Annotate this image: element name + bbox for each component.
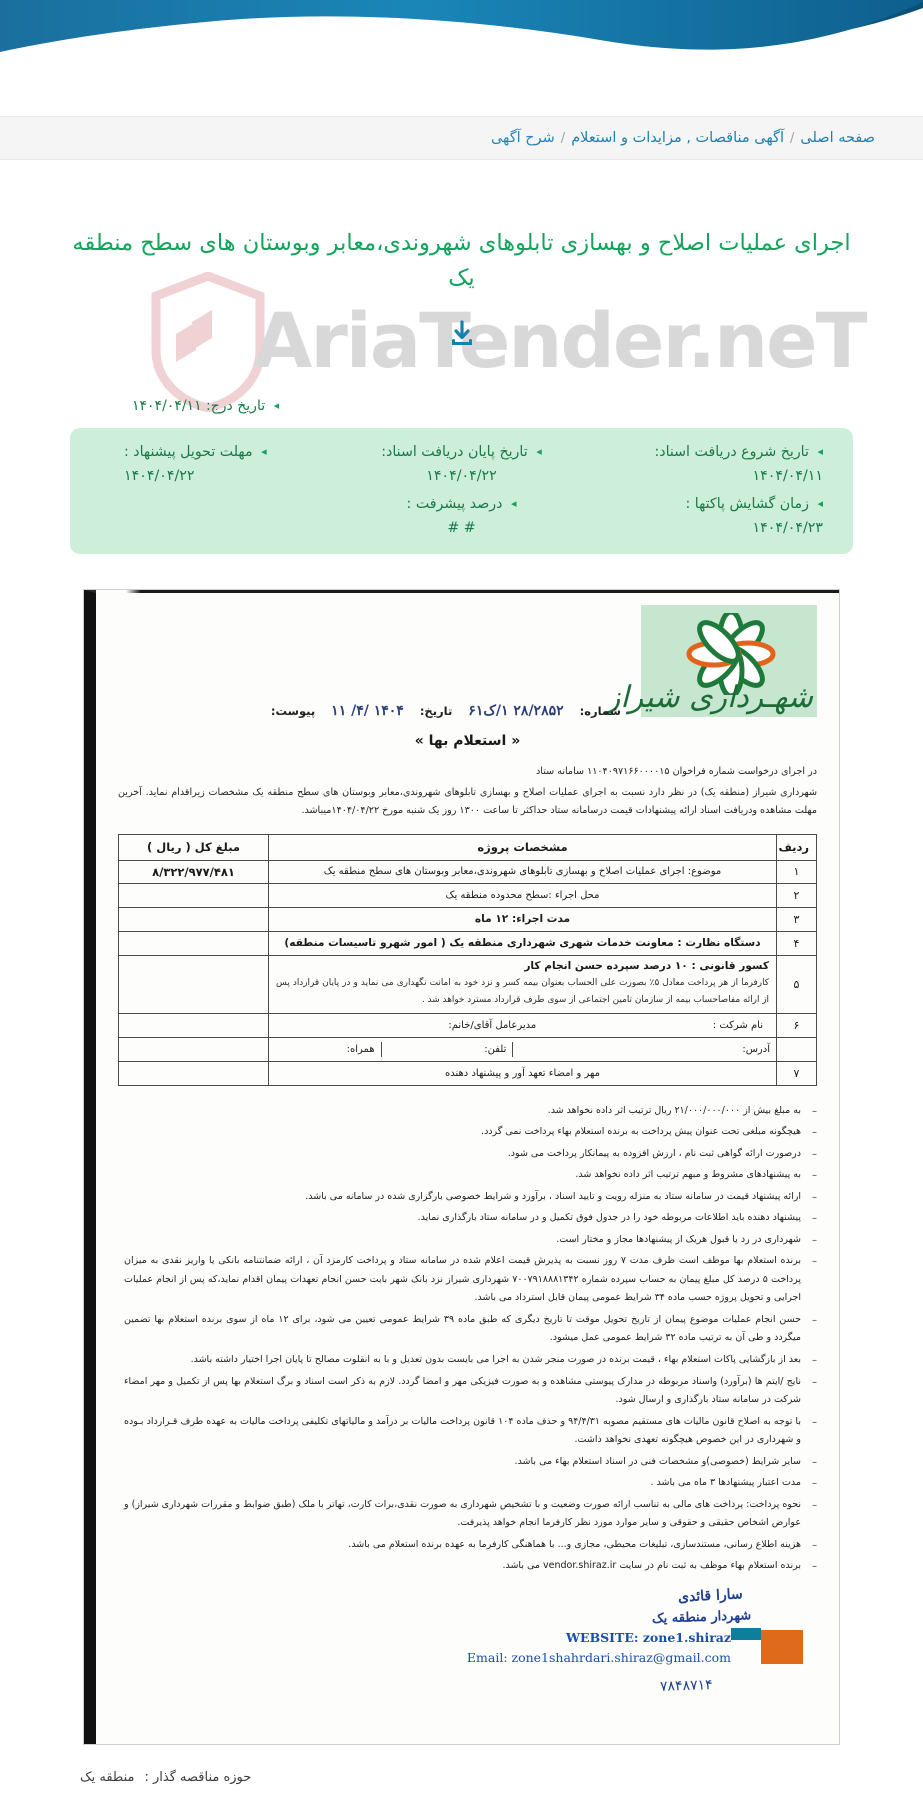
list-item: – برنده استعلام بهاء موظف به ثبت نام در سایت vendor.shiraz.ir می باشد. bbox=[124, 1557, 817, 1576]
row-index: ۷ bbox=[777, 1061, 817, 1085]
list-item: – نحوه پرداخت: پرداخت های مالی به تناسب ارائه صورت وضعیت و با تشخیص شهرداری به صورت نقدی،برات کارت، تهاتر با ملک (طبق ضوابط و مقررات شهرداری شیراز) و عوارض اشخاص حقیقی و حقوقی و سایر موارد مورد نظر کارفرما انجام خواهد پذیرفت. bbox=[124, 1496, 817, 1533]
row-spec: مهر و امضاء تعهد آور و پیشنهاد دهنده bbox=[269, 1061, 777, 1085]
list-item: – سایر شرایط (خصوصی)و مشخصات فنی در اسناد استعلام بهاء می باشد. bbox=[124, 1453, 817, 1472]
letterhead bbox=[118, 603, 817, 723]
row-index: ۲ bbox=[777, 883, 817, 907]
list-item: – به پیشنهادهای مشروط و مبهم ترتیب اثر داده نخواهد شد. bbox=[124, 1166, 817, 1185]
doc-start-field bbox=[584, 444, 829, 484]
row-index bbox=[777, 1037, 817, 1061]
contact-email: Email: zone1shahrdari.shiraz@gmail.com bbox=[466, 1649, 731, 1665]
tender-dates-box bbox=[70, 428, 853, 554]
progress-label: درصد پیشرفت : bbox=[406, 495, 503, 512]
table-row bbox=[119, 1037, 817, 1061]
doc-number-value: ۲۸/۲۸۵۲ ۱/ک۶۱ bbox=[468, 702, 564, 719]
breadcrumb-current: شرح آگهی bbox=[490, 130, 555, 146]
envelope-open-value: ۱۴۰۴/۰۴/۲۳ bbox=[752, 519, 823, 536]
row-spec-title: کسور قانونی : ۱۰ درصد سپرده حسن انجام کار bbox=[524, 959, 769, 972]
shiraz-municipality-logo bbox=[605, 605, 817, 717]
offer-deadline-field bbox=[94, 444, 339, 484]
signature-name: سارا قائدی bbox=[677, 1585, 744, 1606]
contact-website: WEBSITE: zone1.shiraz bbox=[566, 1629, 731, 1645]
row-index: ۴ bbox=[777, 931, 817, 955]
table-row bbox=[119, 955, 817, 1013]
row-index: ۱ bbox=[777, 860, 817, 883]
table-row bbox=[119, 883, 817, 907]
row-total bbox=[119, 1061, 269, 1085]
list-item: – درصورت ارائه گواهی ثبت نام ، ارزش افزوده به پیمانکار پرداخت می شود. bbox=[124, 1145, 817, 1164]
doc-end-value: ۱۴۰۴/۰۴/۲۲ bbox=[426, 467, 497, 484]
intro-line-2: شهرداری شیراز (منطقه یک) در نظر دارد نسبت به اجرای عملیات اصلاح و بهسازی تابلوهای شهروندی،معابر وبوستان های سطح منطقه یک مشخصات زیراقدام نماید. آخرین مهلت مشاهده ودریافت اسناد ارائه پیشنهادات قیمت درسامانه ستاد حداکثر تا ساعت ۱۳۰۰ روز یک شنبه مورخ ۱۴۰۴/۰۴/۲۲میباشد. bbox=[118, 787, 817, 817]
row-spec: محل اجراء :سطح محدوده منطقه یک bbox=[269, 883, 777, 907]
table-header-row bbox=[119, 834, 817, 860]
row-total bbox=[119, 955, 269, 1013]
list-item: – هزینه اطلاع رسانی، مستندسازی، تبلیغات محیطی، مجازی و... با هماهنگی کارفرما به عهده برنده استعلام می باشد. bbox=[124, 1536, 817, 1555]
signature-number: ۷۸۴۸۷۱۴ bbox=[660, 1676, 714, 1695]
doc-end-label: تاریخ پایان دریافت اسناد: bbox=[381, 443, 528, 460]
list-item: – نایج /ایتم ها (برآورد) واسناد مربوطه در مدارک پیوستی مشاهده و به صورت فیزیکی مهر و امضا گردد. لازم به ذکر است اسناد و برگ استعلام بها پس از تکمیل و مهر امضاء شرکت در سامانه ستاد بارگذاری و ارسال شود. bbox=[124, 1373, 817, 1410]
tender-owner-label: حوزه مناقصه گذار : bbox=[144, 1769, 252, 1785]
row-index: ۵ bbox=[777, 955, 817, 1013]
breadcrumb-home-link[interactable]: صفحه اصلی bbox=[800, 130, 875, 146]
progress-field bbox=[339, 496, 584, 536]
stamp-orange-mark bbox=[761, 1630, 803, 1664]
doc-date-label: تاریخ: bbox=[419, 703, 453, 718]
signature-role: شهردار منطقه یک bbox=[651, 1607, 752, 1627]
tender-owner-footer bbox=[70, 1770, 853, 1785]
list-item: – با توجه به اصلاح قانون مالیات های مستقیم مصوبه ۹۴/۴/۳۱ و حذف ماده ۱۰۴ قانون پرداخت مالیات بر درآمد و مالیاتهای تکلیفی پرداخت مالیات به عهده طرف قـرارداد بـوده و شهرداری در این خصوص هیچگونه تعهدی نخواهد داشت. bbox=[124, 1413, 817, 1450]
row-spec-note: کارفرما از هر پرداخت معادل ۵٪ بصورت علی الحساب بعنوان بیمه کسر و نزد خود به امانت نگهداری می نماید و در پایان قرارداد پس از ارائه مفاصاحساب بیمه از سازمان تامین اجتماعی از سوی طرف قرارداد مسترد خواهد شد . bbox=[276, 977, 769, 1005]
managing-director-label: مدیرعامل آقای/خانم: bbox=[448, 1019, 537, 1031]
insert-date-label: تاریخ درج: bbox=[206, 397, 266, 414]
th-total: مبلغ کل ( ریال ) bbox=[119, 834, 269, 860]
list-item: – ارائه پیشنهاد قیمت در سامانه ستاد به منزله رویت و تایید اسناد ، برآورد و شرایط خصوصی بارگزاری شده در سامانه می باشد. bbox=[124, 1188, 817, 1207]
doc-end-field bbox=[339, 444, 584, 484]
mobile-label: همراه: bbox=[346, 1043, 375, 1055]
breadcrumb-bar bbox=[0, 116, 923, 160]
row-total bbox=[119, 931, 269, 955]
triangle-bullet-icon: ◂ bbox=[817, 496, 823, 510]
download-icon[interactable] bbox=[447, 318, 477, 348]
row-index: ۳ bbox=[777, 907, 817, 931]
row-index: ۶ bbox=[777, 1013, 817, 1037]
breadcrumb-separator-2: / bbox=[560, 131, 566, 146]
stamp-teal-mark bbox=[731, 1628, 761, 1640]
intro-line-1: در اجرای درخواست شماره فراخوان ۱۱۰۴۰۹۷۱۶۶۰۰۰۰۱۵ سامانه ستاد bbox=[536, 765, 817, 777]
triangle-bullet-icon: ◂ bbox=[510, 496, 517, 510]
phone-label: تلفن: bbox=[381, 1042, 513, 1057]
triangle-bullet-icon: ◂ bbox=[536, 444, 542, 458]
list-item: – به مبلغ بیش از ۲۱/۰۰۰/۰۰۰/۰۰۰ ریال ترتیب اثر داده نخواهد شد. bbox=[124, 1102, 817, 1121]
breadcrumb-separator-1: / bbox=[789, 131, 795, 146]
list-item: – پیشنهاد دهنده باید اطلاعات مربوطه خود را در جدول فوق تکمیل و در سامانه ستاد بارگذاری نماید. bbox=[124, 1209, 817, 1228]
announcement-title-section bbox=[0, 226, 923, 296]
table-row bbox=[119, 860, 817, 883]
row-total: ۸/۳۲۲/۹۷۷/۴۸۱ bbox=[119, 860, 269, 883]
address-label: آدرس: bbox=[512, 1042, 776, 1057]
header-banner bbox=[0, 0, 923, 108]
company-name-label: نام شرکت : bbox=[712, 1019, 763, 1031]
list-item: – برنده استعلام بها موظف است ظرف مدت ۷ روز نسبت به پذیرش قیمت اعلام شده در سامانه ستاد و پرداخت کارمزد آن ، ارائه ضمانتنامه بانکی یا واریز نقدی به میزان پرداخت ۵ درصد کل مبلغ پیمان به حساب سپرده شماره ۷۰۰۷۹۱۸۸۸۱۳۴۲ شهرداری شیراز نزد بانک شهر بابت حسن انجام تعهدات پیمان اقدام نماید،که پس از انجام عملیات اجرایی و تحویل پروژه حسب ماده ۳۴ شرایط عمومی پیمان قابل استرداد می باشد. bbox=[124, 1252, 817, 1308]
row-total bbox=[119, 1037, 269, 1061]
triangle-bullet-icon: ◂ bbox=[261, 444, 267, 458]
info-spacer bbox=[94, 496, 339, 536]
breadcrumb bbox=[491, 130, 875, 146]
row-total bbox=[119, 1013, 269, 1037]
row-spec bbox=[269, 955, 777, 1013]
row-spec: دستگاه نظارت : معاونت خدمات شهری شهرداری منطقه یک ( امور شهرو تاسیسات منطقه) bbox=[269, 931, 777, 955]
download-row bbox=[0, 318, 923, 352]
envelope-open-label: زمان گشایش پاکتها : bbox=[685, 495, 809, 512]
list-item: – بعد از بازگشایی پاکات استعلام بهاء ، قیمت برنده در صورت منجر شدن به اجرا می بایست بدون تعدیل و با به انقلوت مصالح تا پایان اجرا اختیار داشته باشد. bbox=[124, 1351, 817, 1370]
page-title: اجرای عملیات اصلاح و بهسازی تابلوهای شهروندی،معابر وبوستان های سطح منطقه یک bbox=[72, 230, 851, 291]
tender-owner-value: منطقه یک bbox=[80, 1769, 135, 1785]
envelope-open-field bbox=[584, 496, 829, 536]
terms-list bbox=[118, 1102, 817, 1576]
letterhead-meta bbox=[271, 703, 621, 719]
list-item: – حسن انجام عملیات موضوع پیمان از تاریخ تحویل موقت تا تاریخ دیگری که طبق ماده ۳۹ شرایط عمومی تعیین می شود، برای ۱۲ ماه از سوی برنده استعلام بها تضمین میگردد و طی آن به ترتیب ماده ۳۲ شرایط عمومی عمل میشود. bbox=[124, 1311, 817, 1348]
table-row bbox=[119, 907, 817, 931]
offer-deadline-label: مهلت تحویل پیشنهاد : bbox=[124, 443, 253, 460]
table-row bbox=[119, 1061, 817, 1085]
progress-value: # # bbox=[447, 519, 476, 536]
row-spec: موضوع: اجرای عملیات اصلاح و بهسازی تابلوهای شهروندی،معابر وبوستان های سطح منطقه یک bbox=[269, 860, 777, 883]
breadcrumb-section-link[interactable]: آگهی مناقصات , مزایدات و استعلام bbox=[571, 130, 784, 146]
doc-number-label: شماره: bbox=[579, 703, 621, 718]
table-row bbox=[119, 931, 817, 955]
row-spec: مدت اجراء: ۱۲ ماه bbox=[269, 907, 777, 931]
row-total bbox=[119, 883, 269, 907]
th-specs: مشخصات پروژه bbox=[269, 834, 777, 860]
scanned-document bbox=[84, 590, 839, 1744]
logo-wordmark: شهـرداری شیراز bbox=[605, 679, 813, 715]
doc-date-value: ۱۴۰۴ /۴/ ۱۱ bbox=[331, 702, 404, 719]
table-row bbox=[119, 1013, 817, 1037]
doc-start-label: تاریخ شروع دریافت اسناد: bbox=[654, 443, 809, 460]
document-heading: « استعلام بها » bbox=[414, 732, 521, 749]
th-radif: ردیف bbox=[777, 834, 817, 860]
triangle-bullet-icon: ◂ bbox=[273, 398, 280, 412]
doc-start-value: ۱۴۰۴/۰۴/۱۱ bbox=[752, 467, 823, 484]
doc-attachment-label: پیوست: bbox=[270, 703, 316, 718]
row-total bbox=[119, 907, 269, 931]
signature-block bbox=[118, 1586, 817, 1718]
insert-date-value: ۱۴۰۴/۰۴/۱۱ bbox=[132, 397, 202, 414]
insert-date-row bbox=[0, 398, 853, 414]
triangle-bullet-icon: ◂ bbox=[817, 444, 823, 458]
offer-deadline-value: ۱۴۰۴/۰۴/۲۲ bbox=[124, 467, 195, 484]
row-contact-cell bbox=[269, 1037, 777, 1061]
list-item: – شهرداری در رد یا قبول هریک از پیشنهادها مجاز و مختار است. bbox=[124, 1231, 817, 1250]
watermark-text: AriaTender.neT bbox=[253, 296, 866, 385]
list-item: – هیچگونه مبلغی تحت عنوان پیش پرداخت به برنده استعلام بهاء پرداخت نمی گردد. bbox=[124, 1123, 817, 1142]
project-spec-table bbox=[118, 834, 817, 1086]
row-company-cell bbox=[269, 1013, 777, 1037]
banner-wave-graphic bbox=[0, 0, 923, 108]
list-item: – مدت اعتبار پیشنهادها ۳ ماه می باشد . bbox=[124, 1474, 817, 1493]
